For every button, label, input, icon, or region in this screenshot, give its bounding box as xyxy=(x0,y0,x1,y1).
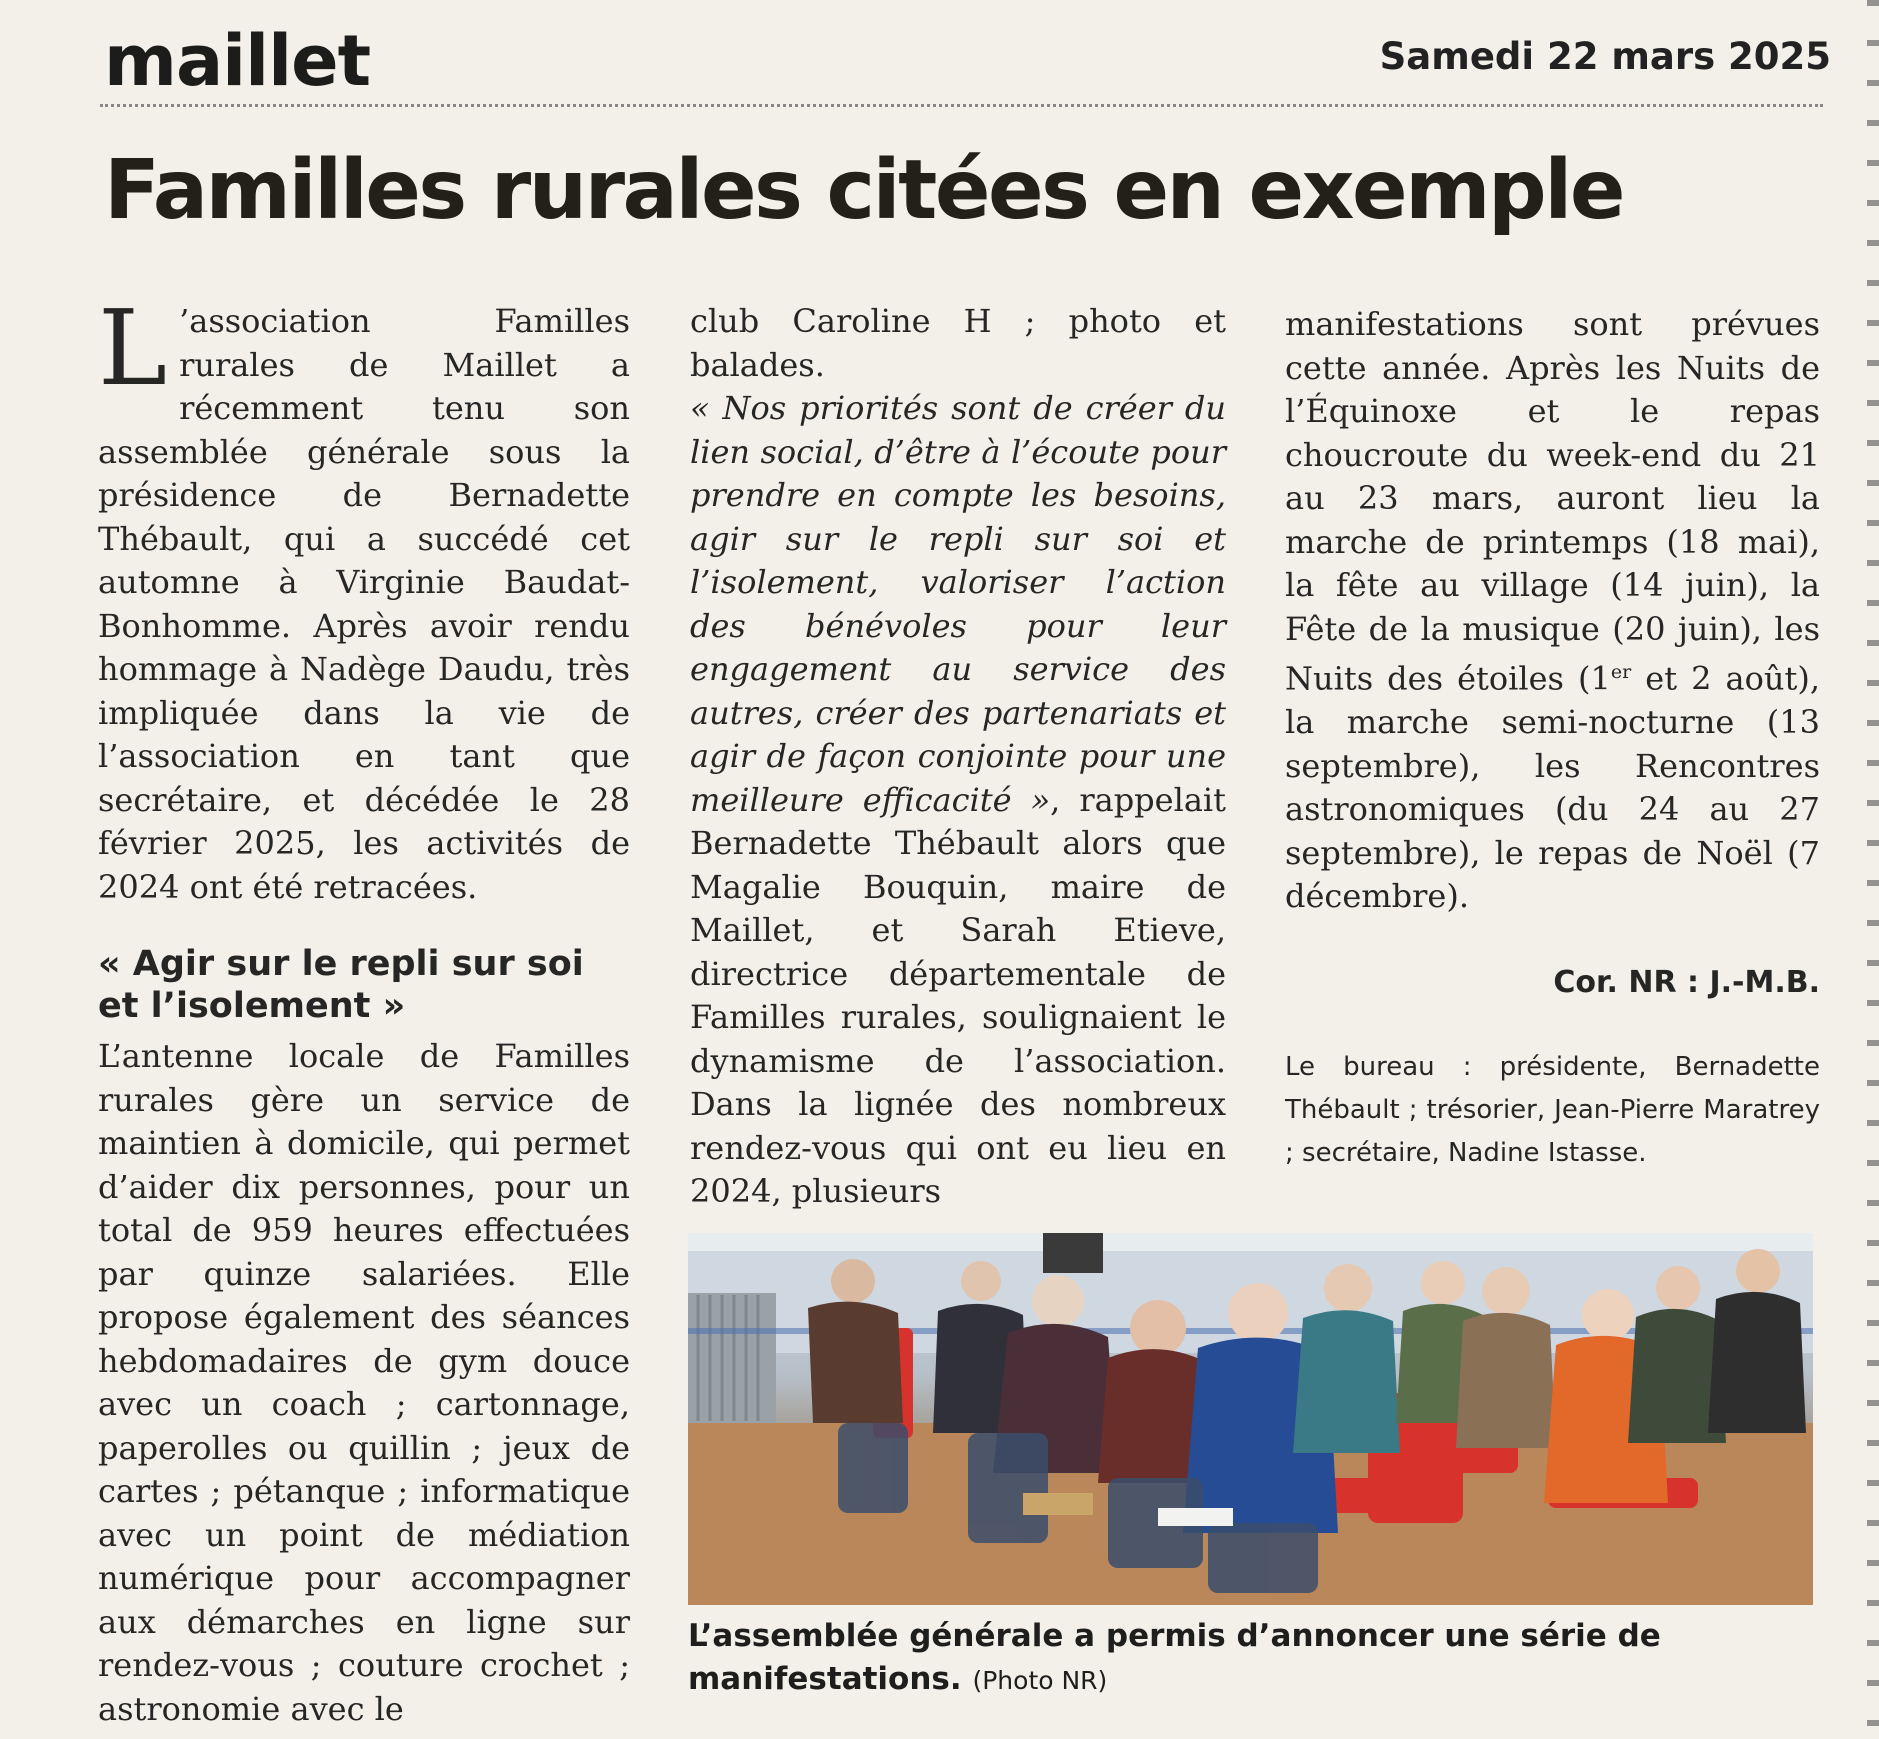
assembly-photo xyxy=(688,1233,1813,1605)
article-subhead: « Agir sur le repli sur soi et l’isolement » xyxy=(98,944,584,1026)
section-rubric: maillet xyxy=(104,20,371,102)
events-text-part-1: manifestations sont prévues cette année. Après les Nuits de l’Équinoxe et le repas choucroute du week-end du 21 au 23 mars, auront lieu la marche de printemps (18 mai), la fête au village (14 juin), la Fête de la musique (20 juin), les Nuits des étoiles (1 xyxy=(1285,305,1820,698)
correspondent-credit: Cor. NR : J.-M.B. xyxy=(1553,965,1820,1000)
adjacent-column-edge xyxy=(1867,0,1879,1739)
header-divider xyxy=(100,104,1823,107)
intro-text: ’association Familles rurales de Maillet a récemment tenu son assemblée générale sous la présidence de Bernadette Thébault, qui a succédé cet automne à Virginie Baudat-Bonhomme. Après avoir rendu hommage à Nadège Daudu, très impliquée dans la vie de l’association en tant que secrétaire, et décédée le 28 février 2025, les activités de 2024 ont été retracées. xyxy=(98,302,630,906)
publication-date: Samedi 22 mars 2025 xyxy=(1379,35,1831,78)
article-headline: Familles rurales citées en exemple xyxy=(104,143,1623,238)
body-paragraph-1: L’antenne locale de Familles rurales gère un service de maintien à domicile, qui permet d’aider dix personnes, pour un total de 959 heures effectuées par quinze salariées. Elle propose également des séances hebdomadaires de gym douce avec un coach ; cartonnage, paperolles ou quillin ; jeux de cartes ; pétanque ; informatique avec un point de médiation numérique pour accompagner aux démarches en ligne sur rendez-vous ; couture crochet ; astronomie avec le xyxy=(98,1037,630,1728)
quote-paragraph xyxy=(690,387,1226,1214)
article-column-2 xyxy=(690,300,1226,1214)
caption-text: L’assemblée générale a permis d’annoncer une série de manifestations. xyxy=(688,1618,1661,1697)
quote-attribution: , rappelait Bernadette Thébault alors que Magalie Bouquin, maire de Maillet, et Sarah Etieve, directrice départementale de Familles rurales, soulignaient le dynamisme de l’association. Dans la lignée des nombreux rendez-vous qui ont eu lieu en 2024, plusieurs xyxy=(690,780,1226,1210)
ordinal-superscript: er xyxy=(1610,661,1632,683)
events-text-part-2: et 2 août), la marche semi-nocturne (13 septembre), les Rencontres astronomiques (du 24 au 27 septembre), le repas de Noël (7 décembre). xyxy=(1285,659,1821,916)
photo-credit: (Photo NR) xyxy=(972,1666,1108,1695)
column-2-continuation: club Caroline H ; photo et balades. xyxy=(690,302,1226,384)
article-column-3 xyxy=(1285,303,1820,919)
article-column-1 xyxy=(98,287,630,1731)
drop-cap: L xyxy=(98,287,168,409)
president-quote: « Nos priorités sont de créer du lien social, d’être à l’écoute pour prendre en compte les besoins, agir sur le repli sur soi et l’isolement, valoriser l’action des bénévoles pour leur engagement au service des autres, créer des partenariats et agir de façon conjointe pour une meilleure efficacité » xyxy=(690,389,1226,819)
bureau-sidebar: Le bureau : présidente, Bernadette Thébault ; trésorier, Jean-Pierre Maratrey ; secrétaire, Nadine Istasse. xyxy=(1285,1052,1820,1168)
audience-illustration xyxy=(688,1233,1813,1605)
events-paragraph xyxy=(1285,303,1820,919)
intro-paragraph xyxy=(98,287,630,909)
photo-caption xyxy=(688,1615,1813,1702)
